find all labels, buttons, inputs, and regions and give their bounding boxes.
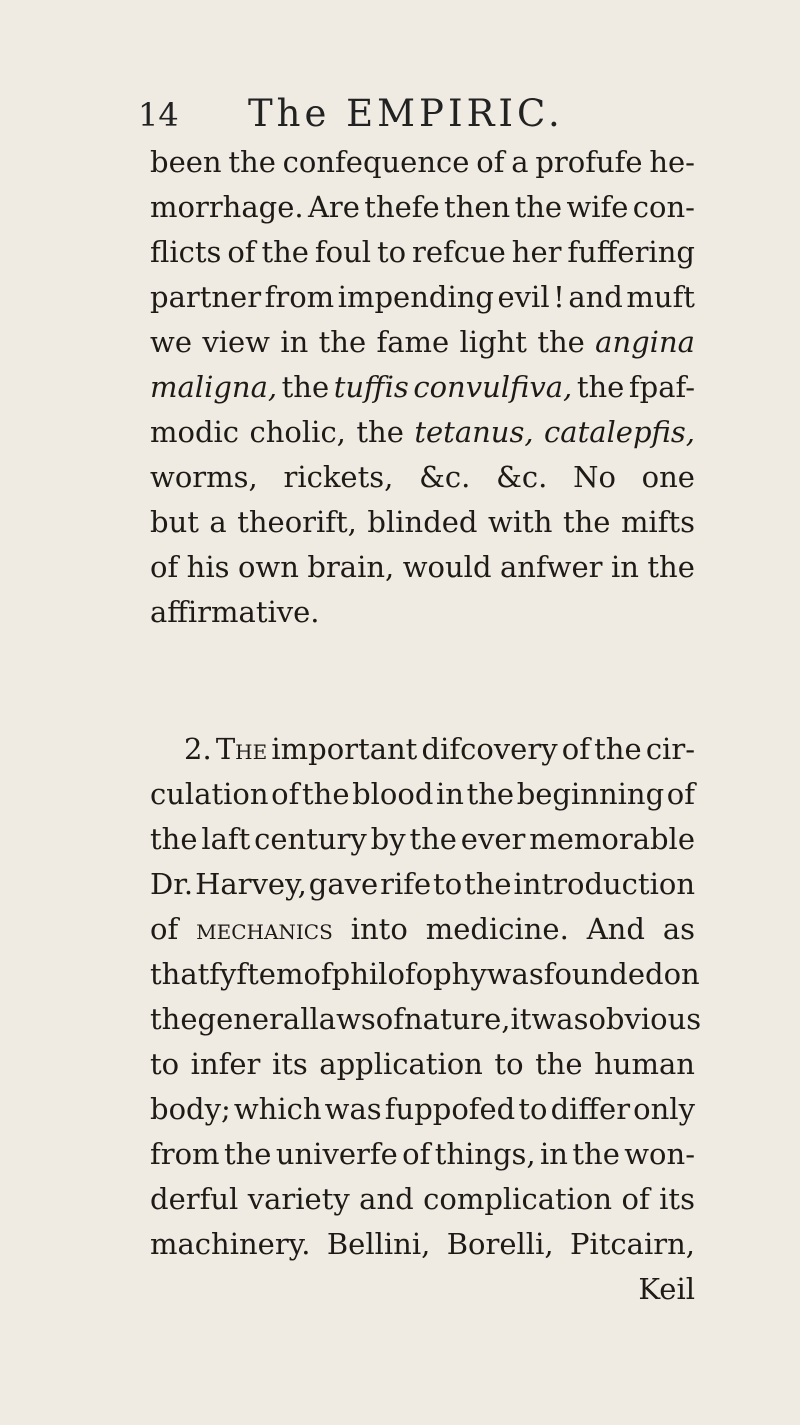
text-line: of his own brain, would anfwer in the: [150, 550, 695, 584]
text-line: partner from impending evil ! and muft: [150, 280, 695, 314]
text-line: to infer its application to the human: [150, 1047, 695, 1081]
page-header: [138, 92, 564, 135]
catchword-line: [150, 1267, 695, 1312]
text-line: 2. The important difcovery of the cir-: [184, 732, 695, 766]
body-text: [150, 140, 702, 1312]
text-line: machinery. Bellini, Borelli, Pitcairn,: [150, 1227, 695, 1261]
text-line: been the confequence of a profufe he-: [150, 145, 695, 179]
text-line: from the univerfe of things, in the won-: [150, 1137, 695, 1171]
page-number: 14: [138, 96, 179, 134]
text-line: the laft century by the ever memorable: [150, 822, 695, 856]
text-line: culation of the blood in the beginning of: [150, 777, 695, 811]
text-line: the general laws of nature, it was obvious: [150, 1002, 702, 1036]
text-line: affirmative.: [150, 595, 320, 629]
text-line: of mechanics into medicine. And as: [150, 912, 695, 946]
running-head: The EMPIRIC.: [248, 92, 564, 135]
paragraph-1: [150, 140, 695, 635]
text-line: flicts of the foul to refcue her fuffering: [150, 235, 695, 269]
text-line: modic cholic, the tetanus, catalepfis,: [150, 415, 695, 449]
text-line: that fyftem of philofophy was founded on: [150, 957, 700, 991]
text-line: derful variety and complication of its: [150, 1182, 695, 1216]
paragraph-2: [150, 727, 702, 1267]
text-line: we view in the fame light the angina: [150, 325, 695, 359]
text-line: body; which was fuppofed to differ only: [150, 1092, 695, 1126]
paragraph-gap: [150, 635, 695, 727]
text-line: but a theorift, blinded with the mifts: [150, 505, 695, 539]
text-line: morrhage. Are thefe then the wife con-: [150, 190, 695, 224]
text-line: maligna, the tuffis convulfiva, the fpaf-: [150, 370, 695, 404]
catchword: Keil: [638, 1272, 695, 1306]
text-line: worms, rickets, &c. &c. No one: [150, 460, 695, 494]
text-line: Dr. Harvey, gave rife to the introduction: [150, 867, 695, 901]
